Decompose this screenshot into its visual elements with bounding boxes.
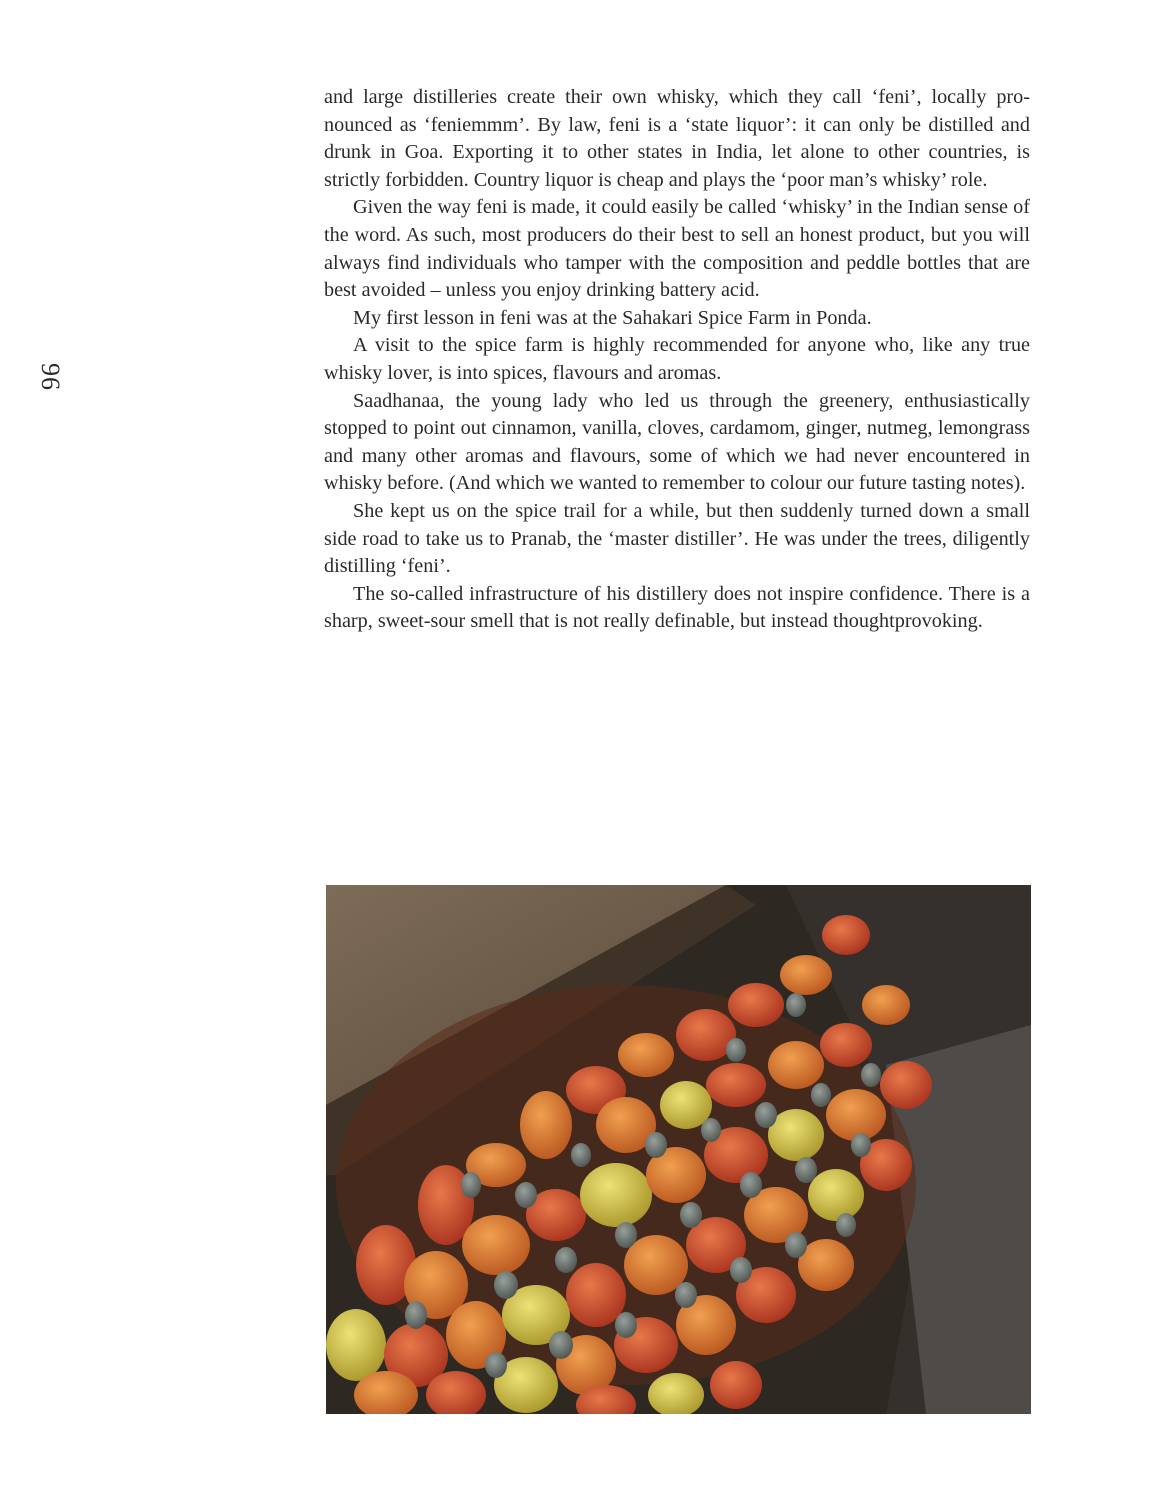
cashew-apples-photo: [326, 885, 1031, 1414]
paragraph: Given the way feni is made, it could easily be called ‘whisky’ in the Indian sense of the word. As such, most producers do their best to sell an honest product, but you will always find individuals who tamper with the composition and peddle bottles that are best avoided – unless you enjoy drinking battery acid.: [324, 196, 1030, 302]
paragraph: She kept us on the spice trail for a while, but then suddenly turned down a small side road to take us to Pranab, the ‘master distiller’. He was under the trees, diligently distilling ‘feni’.: [324, 499, 1030, 578]
paragraph: and large distilleries create their own whisky, which they call ‘feni’, locally pronounced as ‘feniemmm’. By law, feni is a ‘state liquor’: it can only be distilled and drunk in Goa. Exporting it to other states in India, let alone to other countries, is strictly forbidden. Country liquor is cheap and plays the ‘poor man’s whisky’ role.: [324, 86, 1030, 191]
paragraph: The so-called infrastructure of his distillery does not inspire confidence. There is a sharp, sweet-sour smell that is not really definable, but instead thoughtprovoking.: [324, 582, 1030, 633]
body-text: [324, 84, 1030, 636]
paragraph: A visit to the spice farm is highly recommended for anyone who, like any true whisky lover, is into spices, flavours and aromas.: [324, 334, 1030, 384]
paragraph: My first lesson in feni was at the Sahakari Spice Farm in Ponda.: [353, 306, 872, 329]
photo-illustration: [326, 885, 1031, 1414]
paragraph: Saadhanaa, the young lady who led us through the greenery, enthusiastically stopped to point out cinnamon, vanilla, cloves, cardamom, ginger, nutmeg, lemongrass and many other aromas and flavours, some of which we had never encountered in whisky before. (And which we wanted to remember to colour our future tasting notes).: [324, 389, 1030, 495]
page-number: 96: [36, 363, 65, 391]
